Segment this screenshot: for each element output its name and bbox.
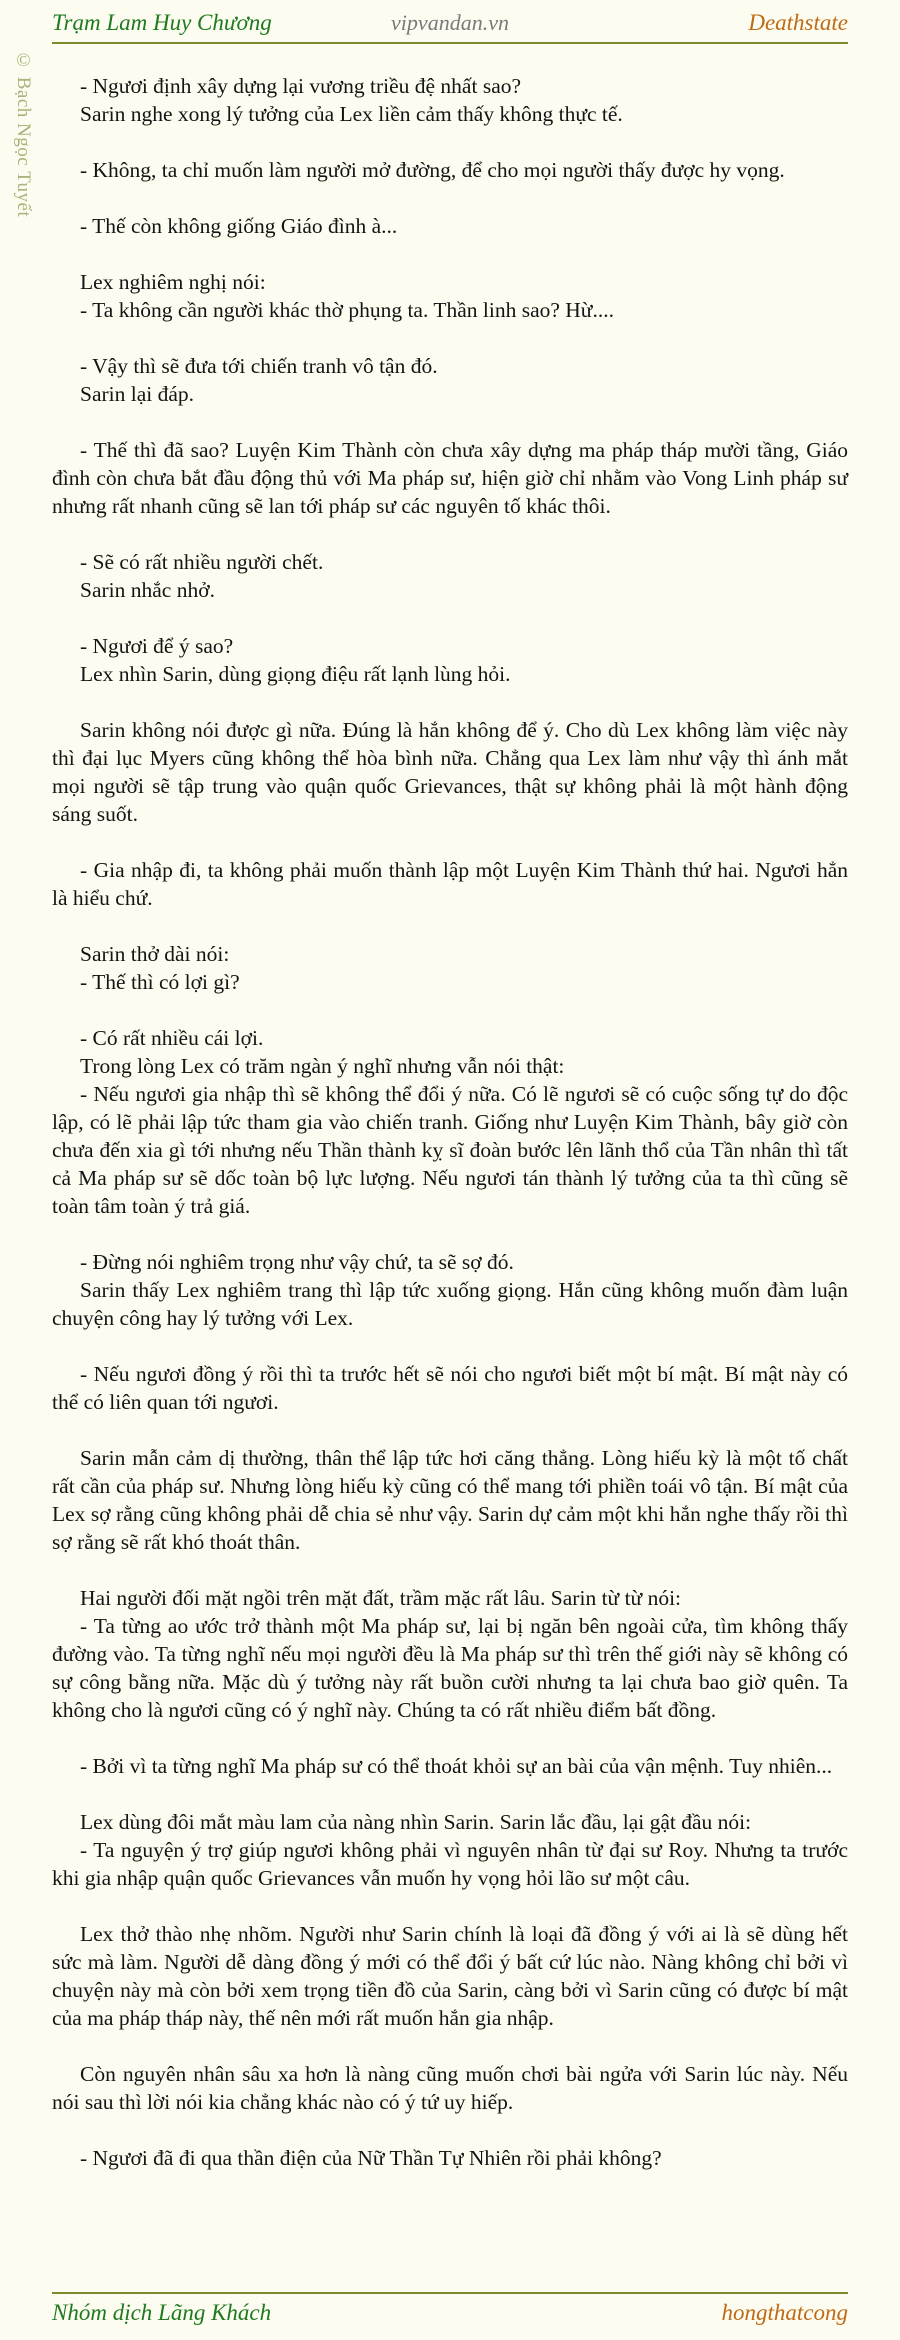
header-book-title: Deathstate bbox=[748, 10, 848, 35]
text-line: - Thế còn không giống Giáo đình à... bbox=[80, 214, 398, 238]
text-line: Hai người đối mặt ngồi trên mặt đất, trầm mặc rất lâu. Sarin từ từ nói: bbox=[80, 1586, 682, 1610]
footer-translator-group: Nhóm dịch Lãng Khách bbox=[52, 2300, 272, 2325]
paragraph bbox=[52, 1920, 848, 2032]
paragraph bbox=[52, 1584, 848, 1724]
text-line: Sarin không nói được gì nữa. Đúng là hắn không để ý. Cho dù Lex không làm việc này thì đại lục Myers cũng không thể hòa bình nữa. Chẳng qua Lex làm như vậy thì ánh mắt mọi người sẽ tập trung vào quận quốc Grievances, thật sự không phải là một hành động sáng suốt. bbox=[52, 718, 848, 826]
text-line: - Đừng nói nghiêm trọng như vậy chứ, ta sẽ sợ đó. bbox=[80, 1250, 514, 1274]
text-line: Sarin thở dài nói: bbox=[80, 942, 230, 966]
header-url: vipvandan.vn bbox=[391, 10, 509, 35]
paragraph bbox=[52, 1808, 848, 1892]
text-line: - Thế thì có lợi gì? bbox=[80, 970, 240, 994]
text-line: - Ngươi đã đi qua thần điện của Nữ Thần Tự Nhiên rồi phải không? bbox=[80, 2146, 662, 2170]
paragraph bbox=[52, 352, 848, 408]
text-line: Trong lòng Lex có trăm ngàn ý nghĩ nhưng vẫn nói thật: bbox=[80, 1054, 565, 1078]
text-line: - Nếu ngươi gia nhập thì sẽ không thể đổi ý nữa. Có lẽ ngươi sẽ có cuộc sống tự do độc lập, có lẽ phải lập tức tham gia vào chiến tranh. Giống như Luyện Kim Thành, bây giờ còn chưa đến xia gì tới nhưng nếu Thần thành kỵ sĩ đoàn bước lên lãnh thổ của Tần nhân thì tất cả Ma pháp sư sẽ dốc toàn bộ lực lượng. Nếu ngươi tán thành lý tưởng của ta thì cũng sẽ toàn tâm toàn ý trả giá. bbox=[52, 1082, 848, 1218]
text-line: Sarin lại đáp. bbox=[80, 382, 195, 406]
story-text bbox=[52, 72, 848, 2200]
text-line: Sarin nhắc nhở. bbox=[80, 578, 215, 602]
paragraph bbox=[52, 1752, 848, 1780]
text-line: - Ta từng ao ước trở thành một Ma pháp sư, lại bị ngăn bên ngoài cửa, tìm không thấy đường vào. Ta từng nghĩ nếu mọi người đều là Ma pháp sư thì trên thế giới này sẽ không có sự công bằng nữa. Mặc dù ý tưởng này rất buồn cười nhưng ta lại chưa bao giờ quên. Ta không cho là ngươi cũng có ý nghĩ này. Chúng ta có rất nhiều điểm bất đồng. bbox=[52, 1614, 848, 1722]
text-line: Lex nhìn Sarin, dùng giọng điệu rất lạnh lùng hỏi. bbox=[80, 662, 511, 686]
page-header bbox=[52, 6, 848, 44]
paragraph bbox=[52, 1444, 848, 1556]
text-line: Còn nguyên nhân sâu xa hơn là nàng cũng muốn chơi bài ngửa với Sarin lúc này. Nếu nói sau thì lời nói kia chẳng khác nào có ý tứ uy hiếp. bbox=[52, 2062, 848, 2114]
text-line: - Ngươi để ý sao? bbox=[80, 634, 234, 658]
paragraph bbox=[52, 72, 848, 128]
text-line: - Không, ta chỉ muốn làm người mở đường, để cho mọi người thấy được hy vọng. bbox=[80, 158, 785, 182]
paragraph bbox=[52, 436, 848, 520]
paragraph bbox=[52, 716, 848, 828]
paragraph bbox=[52, 2060, 848, 2116]
paragraph bbox=[52, 632, 848, 688]
paragraph bbox=[52, 548, 848, 604]
side-watermark: © Bạch Ngọc Tuyết bbox=[13, 50, 34, 218]
paragraph bbox=[52, 1024, 848, 1220]
paragraph bbox=[52, 856, 848, 912]
text-line: - Nếu ngươi đồng ý rồi thì ta trước hết sẽ nói cho ngươi biết một bí mật. Bí mật này có thể có liên quan tới ngươi. bbox=[52, 1362, 848, 1414]
text-line: Sarin thấy Lex nghiêm trang thì lập tức xuống giọng. Hắn cũng không muốn đàm luận chuyện công hay lý tưởng với Lex. bbox=[52, 1278, 848, 1330]
text-line: - Thế thì đã sao? Luyện Kim Thành còn chưa xây dựng ma pháp tháp mười tầng, Giáo đình còn chưa bắt đầu động thủ với Ma pháp sư, hiện giờ chỉ nhằm vào Vong Linh pháp sư nhưng rất nhanh cũng sẽ lan tới pháp sư các nguyên tố khác thôi. bbox=[52, 438, 848, 518]
page-footer bbox=[52, 2292, 848, 2334]
paragraph bbox=[52, 1248, 848, 1332]
paragraph bbox=[52, 940, 848, 996]
paragraph bbox=[52, 1360, 848, 1416]
text-line: Sarin mẫn cảm dị thường, thân thể lập tức hơi căng thẳng. Lòng hiếu kỳ là một tố chất rất cần của pháp sư. Nhưng lòng hiếu kỳ cũng có thể mang tới phiền toái vô tận. Bí mật của Lex sợ rằng cũng không phải dễ chia sẻ như vậy. Sarin dự cảm một khi hắn nghe thấy rồi thì sợ rằng sẽ rất khó thoát thân. bbox=[52, 1446, 848, 1554]
text-line: - Sẽ có rất nhiều người chết. bbox=[80, 550, 324, 574]
text-line: Lex thở thào nhẹ nhõm. Người như Sarin chính là loại đã đồng ý với ai là sẽ dùng hết sức mà làm. Người dễ dàng đồng ý mới có thể đổi ý bất cứ lúc nào. Nàng không chỉ bởi vì chuyện này mà còn bởi xem trọng tiền đồ của Sarin, càng bởi vì Sarin cũng có được bí mật của ma pháp tháp này, thế nên mới rất muốn hắn gia nhập. bbox=[52, 1922, 848, 2030]
text-line: - Gia nhập đi, ta không phải muốn thành lập một Luyện Kim Thành thứ hai. Ngươi hẳn là hiểu chứ. bbox=[52, 858, 848, 910]
text-line: - Có rất nhiều cái lợi. bbox=[80, 1026, 264, 1050]
text-line: Sarin nghe xong lý tưởng của Lex liền cảm thấy không thực tế. bbox=[80, 102, 623, 126]
header-site-name: Trạm Lam Huy Chương bbox=[52, 10, 272, 35]
paragraph bbox=[52, 2144, 848, 2172]
text-line: - Ngươi định xây dựng lại vương triều đệ nhất sao? bbox=[80, 74, 522, 98]
text-line: - Bởi vì ta từng nghĩ Ma pháp sư có thể thoát khỏi sự an bài của vận mệnh. Tuy nhiên... bbox=[80, 1754, 833, 1778]
text-line: Lex dùng đôi mắt màu lam của nàng nhìn Sarin. Sarin lắc đầu, lại gật đầu nói: bbox=[80, 1810, 752, 1834]
text-line: - Ta không cần người khác thờ phụng ta. Thần linh sao? Hừ.... bbox=[80, 298, 614, 322]
paragraph bbox=[52, 268, 848, 324]
text-line: Lex nghiêm nghị nói: bbox=[80, 270, 266, 294]
footer-editor: hongthatcong bbox=[721, 2300, 848, 2325]
paragraph bbox=[52, 156, 848, 184]
paragraph bbox=[52, 212, 848, 240]
text-line: - Ta nguyện ý trợ giúp ngươi không phải vì nguyên nhân từ đại sư Roy. Nhưng ta trước khi gia nhập quận quốc Grievances vẫn muốn hy vọng hỏi lão sư một câu. bbox=[52, 1838, 848, 1890]
text-line: - Vậy thì sẽ đưa tới chiến tranh vô tận đó. bbox=[80, 354, 438, 378]
